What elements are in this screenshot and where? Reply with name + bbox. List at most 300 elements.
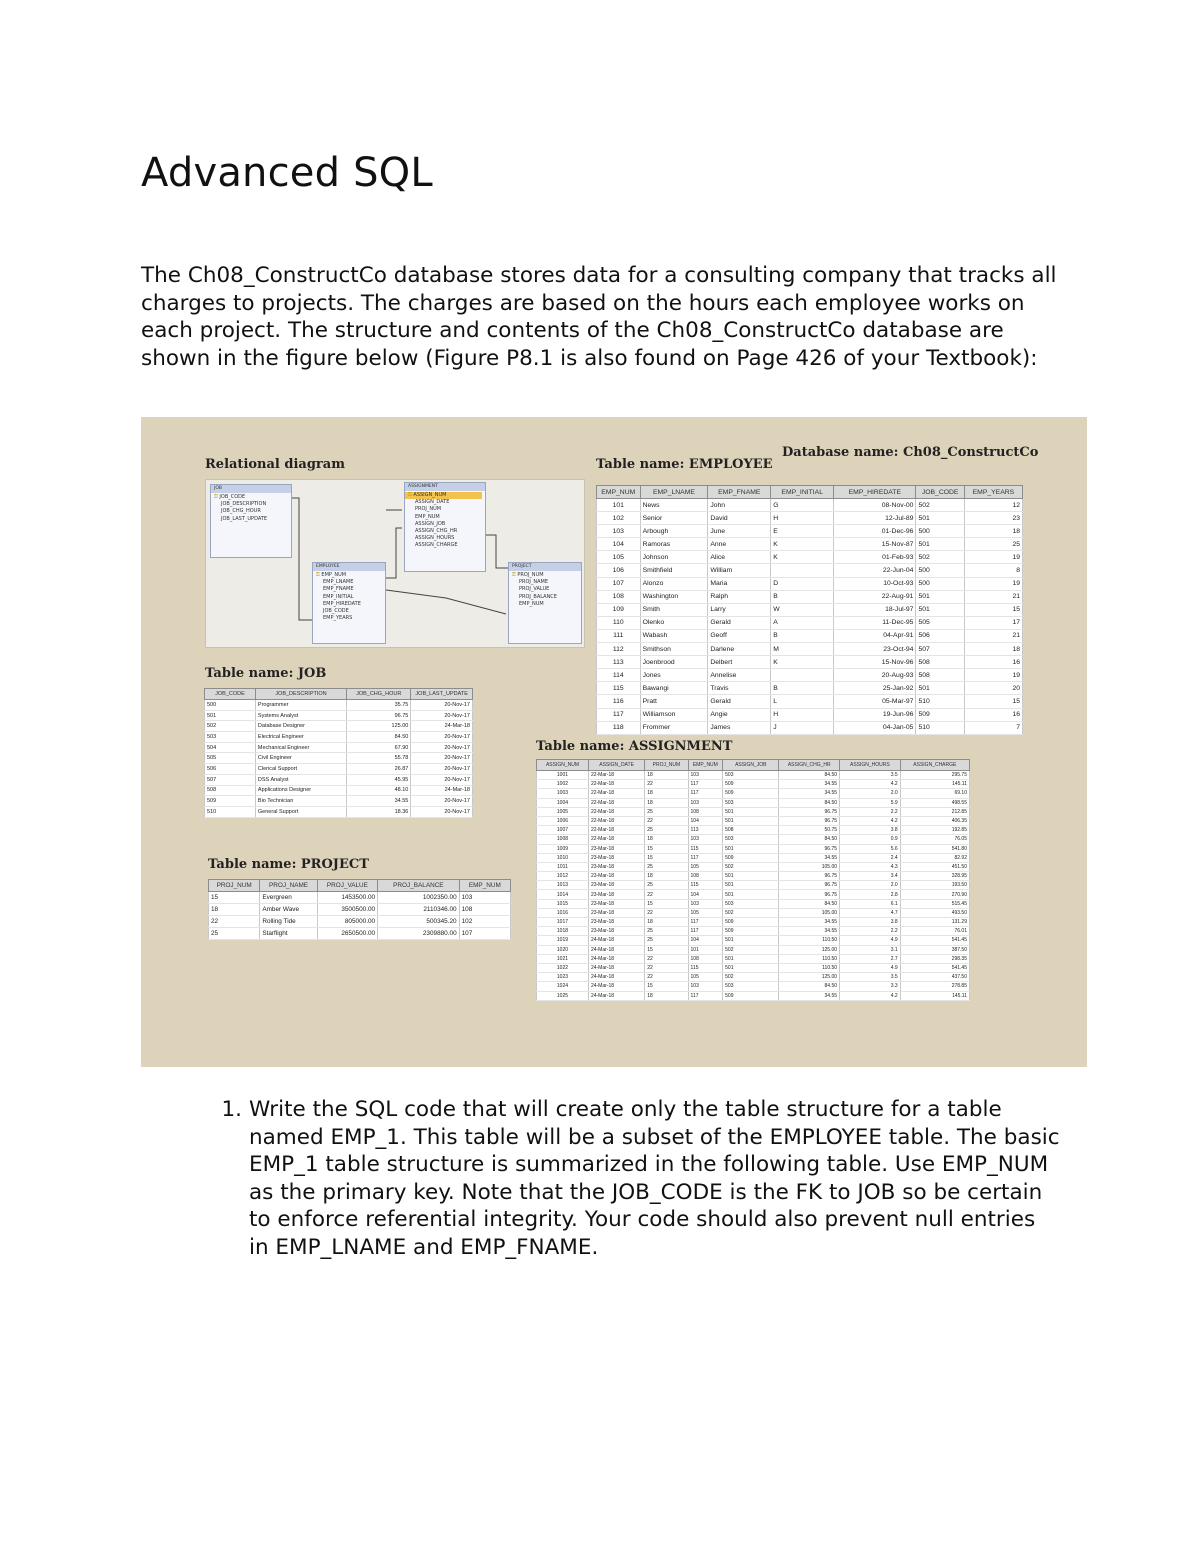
table-cell: 1020 — [537, 945, 589, 954]
table-cell: 21 — [964, 629, 1022, 642]
table-cell: Joenbrood — [640, 656, 708, 669]
table-cell: 18 — [645, 789, 688, 798]
table-cell: Jones — [640, 669, 708, 682]
table-row — [537, 798, 970, 807]
assignment-table — [536, 759, 970, 1001]
table-cell: 69.10 — [900, 789, 969, 798]
table-cell: 298.35 — [900, 954, 969, 963]
table-cell: Frommer — [640, 721, 708, 734]
table-row — [597, 577, 1023, 590]
table-cell: 19-Jun-96 — [834, 708, 916, 721]
table-cell: 104 — [688, 936, 723, 945]
table-cell: 105.00 — [779, 862, 840, 871]
table-cell: 2.2 — [840, 927, 901, 936]
table-cell: 502 — [723, 862, 779, 871]
table-cell: 10-Oct-93 — [834, 577, 916, 590]
table-cell: 24-Mar-18 — [588, 973, 644, 982]
table-cell: 19 — [964, 577, 1022, 590]
table-cell: Applications Designer — [255, 785, 346, 796]
table-cell: 145.11 — [900, 991, 969, 1000]
entity-employee-field: EMP_YEARS — [323, 615, 353, 622]
table-cell: 509 — [205, 796, 256, 807]
table-cell: 1011 — [537, 862, 589, 871]
table-cell: 509 — [723, 991, 779, 1000]
table-cell: 108 — [459, 904, 510, 916]
table-cell: 451.50 — [900, 862, 969, 871]
table-cell: 500 — [916, 577, 964, 590]
table-cell: 1016 — [537, 908, 589, 917]
entity-job-field: JOB_LAST_UPDATE — [221, 515, 268, 522]
table-cell: 18.36 — [347, 806, 411, 817]
table-row — [537, 844, 970, 853]
table-cell: David — [708, 512, 771, 525]
column-header: ASSIGN_NUM — [537, 760, 589, 771]
table-cell: Smith — [640, 603, 708, 616]
table-cell: 501 — [723, 890, 779, 899]
table-cell: General Support — [255, 806, 346, 817]
table-cell: 1018 — [537, 927, 589, 936]
table-row — [537, 973, 970, 982]
table-cell: 1453500.00 — [317, 892, 377, 904]
column-header: PROJ_VALUE — [317, 880, 377, 892]
table-cell: 18 — [964, 643, 1022, 656]
table-cell: Anne — [708, 538, 771, 551]
table-cell: 502 — [723, 945, 779, 954]
table-row — [597, 708, 1023, 721]
table-cell: 541.45 — [900, 936, 969, 945]
table-cell: 22-Mar-18 — [588, 835, 644, 844]
table-cell: Gerald — [708, 695, 771, 708]
table-cell: 502 — [723, 908, 779, 917]
column-header: EMP_LNAME — [640, 486, 708, 499]
table-cell: 110.50 — [779, 936, 840, 945]
table-cell: 15 — [645, 899, 688, 908]
table-cell: Mechanical Engineer — [255, 742, 346, 753]
entity-employee-name: EMPLOYEE — [313, 563, 385, 571]
table-cell: 2650500.00 — [317, 928, 377, 940]
table-cell: 96.75 — [347, 710, 411, 721]
table-cell: 23-Mar-18 — [588, 862, 644, 871]
column-header: EMP_YEARS — [964, 486, 1022, 499]
table-cell: Ramoras — [640, 538, 708, 551]
table-cell: 08-Nov-00 — [834, 499, 916, 512]
table-cell: 1012 — [537, 872, 589, 881]
table-cell: 23-Mar-18 — [588, 872, 644, 881]
table-cell — [771, 669, 834, 682]
table-cell: 22 — [645, 963, 688, 972]
column-header: PROJ_BALANCE — [378, 880, 460, 892]
column-header: JOB_DESCRIPTION — [255, 689, 346, 700]
table-cell: 25 — [645, 927, 688, 936]
table-cell: 3.8 — [840, 826, 901, 835]
table-cell: 117 — [688, 780, 723, 789]
table-cell: 05-Mar-97 — [834, 695, 916, 708]
table-cell: 103 — [688, 899, 723, 908]
table-cell: 25-Jan-92 — [834, 682, 916, 695]
table-cell: B — [771, 629, 834, 642]
table-cell: 15 — [645, 945, 688, 954]
column-header: ASSIGN_HOURS — [840, 760, 901, 771]
table-cell: 18 — [645, 835, 688, 844]
table-cell: 1019 — [537, 936, 589, 945]
table-cell: 103 — [688, 771, 723, 780]
table-row — [537, 853, 970, 862]
column-header: EMP_INITIAL — [771, 486, 834, 499]
table-cell: Database Designer — [255, 721, 346, 732]
table-cell: 6.1 — [840, 899, 901, 908]
table-cell: 108 — [688, 954, 723, 963]
table-row — [205, 796, 473, 807]
table-row — [205, 806, 473, 817]
table-cell: 1022 — [537, 963, 589, 972]
table-header-row — [537, 760, 970, 771]
intro-paragraph: The Ch08_ConstructCo database stores data for a consulting company that tracks all charges to projects. The charges are based on the hours each employee works on each project. The structure and contents of the Ch08_ConstructCo database are shown in the figure below (Figure P8.1 is also found on Page 426 of your Textbook): — [141, 263, 1057, 371]
table-cell: 5.9 — [840, 798, 901, 807]
table-cell: L — [771, 695, 834, 708]
table-cell: 22-Aug-91 — [834, 590, 916, 603]
table-cell: 7 — [964, 721, 1022, 734]
table-cell: 115 — [597, 682, 641, 695]
table-cell: 508 — [916, 669, 964, 682]
employee-table — [596, 485, 1023, 735]
table-cell: 24-Mar-18 — [411, 785, 473, 796]
table-cell: 34.55 — [779, 927, 840, 936]
table-cell: 01-Dec-96 — [834, 525, 916, 538]
table-cell: 108 — [597, 590, 641, 603]
table-cell: 4.2 — [840, 816, 901, 825]
project-table — [208, 879, 511, 940]
table-row — [597, 695, 1023, 708]
table-cell: 20-Nov-17 — [411, 753, 473, 764]
table-row — [205, 753, 473, 764]
table-cell: Maria — [708, 577, 771, 590]
table-cell: 503 — [723, 771, 779, 780]
table-cell: Evergreen — [260, 892, 317, 904]
table-row — [597, 564, 1023, 577]
table-cell: 24-Mar-18 — [588, 945, 644, 954]
table-cell: 5.6 — [840, 844, 901, 853]
table-cell: 1004 — [537, 798, 589, 807]
table-cell — [771, 564, 834, 577]
table-cell: 25 — [209, 928, 260, 940]
column-header: PROJ_NUM — [209, 880, 260, 892]
table-cell: 23-Mar-18 — [588, 908, 644, 917]
table-cell: 504 — [205, 742, 256, 753]
table-row — [209, 928, 511, 940]
table-cell: 76.01 — [900, 927, 969, 936]
table-row — [537, 936, 970, 945]
table-cell: 24-Mar-18 — [588, 991, 644, 1000]
rel-project-assignment — [486, 535, 508, 568]
table-cell: 20-Nov-17 — [411, 742, 473, 753]
table-cell: 34.55 — [779, 789, 840, 798]
table-cell: Gerald — [708, 616, 771, 629]
table-cell: 509 — [723, 789, 779, 798]
entity-assignment-field: ASSIGN_CHARGE — [415, 542, 458, 549]
table-cell: 25 — [645, 862, 688, 871]
table-cell: 117 — [688, 853, 723, 862]
column-header: EMP_NUM — [459, 880, 510, 892]
table-cell: W — [771, 603, 834, 616]
table-cell: 509 — [916, 708, 964, 721]
table-row — [537, 835, 970, 844]
table-row — [537, 826, 970, 835]
table-cell: 22 — [645, 890, 688, 899]
table-cell: H — [771, 708, 834, 721]
table-cell: 96.75 — [779, 872, 840, 881]
job-table — [204, 688, 473, 818]
rel-employee-project — [386, 590, 506, 614]
table-cell: 20-Nov-17 — [411, 796, 473, 807]
table-row — [537, 945, 970, 954]
table-cell: H — [771, 512, 834, 525]
table-cell: 34.55 — [347, 796, 411, 807]
table-cell: 76.05 — [900, 835, 969, 844]
entity-employee-field: EMP_INITIAL — [323, 593, 354, 600]
table-cell: 112 — [597, 643, 641, 656]
table-cell: 125.00 — [779, 973, 840, 982]
table-cell: 15 — [645, 982, 688, 991]
table-cell: Systems Analyst — [255, 710, 346, 721]
table-cell: 25 — [645, 807, 688, 816]
table-row — [209, 916, 511, 928]
table-cell: 4.3 — [840, 862, 901, 871]
entity-project-name: PROJECT — [509, 563, 581, 571]
table-cell: Ralph — [708, 590, 771, 603]
table-cell: 15 — [209, 892, 260, 904]
table-cell: 501 — [723, 881, 779, 890]
table-cell: 508 — [205, 785, 256, 796]
table-cell: 113 — [597, 656, 641, 669]
table-cell: B — [771, 590, 834, 603]
table-cell: 4.9 — [840, 936, 901, 945]
table-cell: 505 — [916, 616, 964, 629]
table-row — [597, 629, 1023, 642]
table-cell: 501 — [916, 603, 964, 616]
table-cell: 503 — [723, 798, 779, 807]
table-cell: 102 — [459, 916, 510, 928]
table-row — [537, 954, 970, 963]
table-cell: 105 — [597, 551, 641, 564]
assignment-table-label: Table name: ASSIGNMENT — [536, 739, 733, 754]
column-header: PROJ_NAME — [260, 880, 317, 892]
table-cell: 18 — [645, 991, 688, 1000]
table-cell: 24-Mar-18 — [588, 963, 644, 972]
table-cell: 111 — [597, 629, 641, 642]
question-1 — [210, 1096, 1060, 1261]
table-cell: News — [640, 499, 708, 512]
table-cell: 96.75 — [779, 844, 840, 853]
table-row — [537, 881, 970, 890]
table-cell: 45.95 — [347, 774, 411, 785]
table-cell: 19 — [964, 669, 1022, 682]
entity-job-name: JOB — [211, 485, 291, 493]
table-row — [537, 872, 970, 881]
table-cell: 503 — [723, 982, 779, 991]
table-cell: 20-Nov-17 — [411, 774, 473, 785]
table-cell: 501 — [916, 590, 964, 603]
table-cell: 26.87 — [347, 764, 411, 775]
table-cell: 20-Nov-17 — [411, 700, 473, 711]
table-cell: 117 — [688, 991, 723, 1000]
table-cell: 502 — [205, 721, 256, 732]
table-cell: K — [771, 656, 834, 669]
table-cell: 15 — [964, 695, 1022, 708]
table-cell: 501 — [916, 512, 964, 525]
table-cell: 515.45 — [900, 899, 969, 908]
column-header: PROJ_NUM — [645, 760, 688, 771]
table-cell: James — [708, 721, 771, 734]
table-cell: 1001 — [537, 771, 589, 780]
table-cell: 501 — [916, 538, 964, 551]
table-cell: 22-Jun-04 — [834, 564, 916, 577]
table-row — [205, 710, 473, 721]
entity-assignment-field: PROJ_NUM — [415, 506, 442, 513]
table-cell: 118 — [597, 721, 641, 734]
table-cell: Williamson — [640, 708, 708, 721]
table-cell: E — [771, 525, 834, 538]
table-cell: 22-Mar-18 — [588, 789, 644, 798]
table-cell: 22 — [645, 816, 688, 825]
table-cell: 3.8 — [840, 918, 901, 927]
table-cell: 1010 — [537, 853, 589, 862]
entity-project-field: PROJ_VALUE — [519, 586, 550, 593]
table-cell: 1013 — [537, 881, 589, 890]
table-cell: 50.75 — [779, 826, 840, 835]
table-cell: 2110346.00 — [378, 904, 460, 916]
table-cell: 35.75 — [347, 700, 411, 711]
table-cell: 2.4 — [840, 853, 901, 862]
table-cell: D — [771, 577, 834, 590]
entity-assignment-field: EMP_NUM — [415, 513, 440, 520]
table-cell: Starflight — [260, 928, 317, 940]
table-cell: 115 — [688, 844, 723, 853]
table-row — [597, 525, 1023, 538]
entity-project-field: EMP_NUM — [519, 600, 544, 607]
column-header: EMP_NUM — [597, 486, 641, 499]
table-cell: J — [771, 721, 834, 734]
table-row — [597, 656, 1023, 669]
table-row — [537, 862, 970, 871]
table-cell: 22 — [645, 973, 688, 982]
table-cell: 145.11 — [900, 780, 969, 789]
table-cell: 1003 — [537, 789, 589, 798]
entity-project-field: ⚿ PROJ_NUM — [512, 572, 578, 579]
column-header: ASSIGN_DATE — [588, 760, 644, 771]
entity-assignment-field: ASSIGN_DATE — [415, 499, 450, 506]
table-cell: 23-Mar-18 — [588, 918, 644, 927]
table-cell: Smithson — [640, 643, 708, 656]
table-row — [537, 816, 970, 825]
table-cell: 509 — [723, 918, 779, 927]
table-row — [597, 551, 1023, 564]
table-cell: 23-Mar-18 — [588, 844, 644, 853]
table-cell: 1006 — [537, 816, 589, 825]
table-row — [537, 982, 970, 991]
table-cell: 110.50 — [779, 954, 840, 963]
table-cell: 4.2 — [840, 991, 901, 1000]
table-cell: 507 — [916, 643, 964, 656]
table-cell: 503 — [723, 899, 779, 908]
table-cell: 328.95 — [900, 872, 969, 881]
entity-assignment-name: ASSIGNMENT — [405, 483, 485, 491]
table-cell: 25 — [964, 538, 1022, 551]
table-cell: 34.55 — [779, 853, 840, 862]
table-cell: Clerical Support — [255, 764, 346, 775]
table-cell: Delbert — [708, 656, 771, 669]
table-cell: 500345.20 — [378, 916, 460, 928]
table-cell: Alice — [708, 551, 771, 564]
table-cell: 01-Feb-93 — [834, 551, 916, 564]
table-cell: 278.85 — [900, 982, 969, 991]
question-text: Write the SQL code that will create only the table structure for a table named EMP_1. This table will be a subset of the EMPLOYEE table. The basic EMP_1 table structure is summarized in the following table. Use EMP_NUM as the primary key. Note that the JOB_CODE is the FK to JOB so be certain to enforce referential integrity. Your code should also prevent null entries in EMP_LNAME and EMP_FNAME. — [249, 1097, 1060, 1260]
table-cell: 1024 — [537, 982, 589, 991]
table-cell: 502 — [723, 973, 779, 982]
table-cell: 96.75 — [779, 816, 840, 825]
table-cell: 104 — [688, 890, 723, 899]
relational-diagram — [205, 479, 585, 648]
table-cell: 21 — [964, 590, 1022, 603]
table-cell: DSS Analyst — [255, 774, 346, 785]
table-cell: 84.50 — [779, 835, 840, 844]
table-row — [597, 682, 1023, 695]
table-cell: 500 — [205, 700, 256, 711]
table-cell: 16 — [964, 656, 1022, 669]
table-row — [597, 499, 1023, 512]
table-cell: 502 — [916, 551, 964, 564]
table-row — [537, 927, 970, 936]
table-cell: 18 — [209, 904, 260, 916]
table-row — [205, 774, 473, 785]
table-cell: 3.4 — [840, 872, 901, 881]
table-cell: 84.50 — [779, 798, 840, 807]
table-cell: 20-Aug-93 — [834, 669, 916, 682]
table-cell: 117 — [688, 789, 723, 798]
table-cell: 1007 — [537, 826, 589, 835]
table-cell: 17 — [964, 616, 1022, 629]
column-header: EMP_HIREDATE — [834, 486, 916, 499]
entity-employee-field: JOB_CODE — [323, 608, 349, 615]
table-cell: Wabash — [640, 629, 708, 642]
table-cell: 105 — [688, 862, 723, 871]
table-cell: 125.00 — [347, 721, 411, 732]
table-row — [597, 603, 1023, 616]
table-cell: 22-Mar-18 — [588, 816, 644, 825]
table-cell: 501 — [723, 816, 779, 825]
table-cell: 96.75 — [779, 890, 840, 899]
table-cell: 270.90 — [900, 890, 969, 899]
table-cell: 503 — [723, 835, 779, 844]
table-cell: 505 — [205, 753, 256, 764]
table-cell: 503 — [205, 732, 256, 743]
table-cell: 102 — [597, 512, 641, 525]
entity-employee-field: EMP_FNAME — [323, 586, 354, 593]
table-row — [537, 918, 970, 927]
table-cell: 15 — [645, 844, 688, 853]
table-cell: 117 — [597, 708, 641, 721]
table-cell: 18-Jul-97 — [834, 603, 916, 616]
table-cell: 22-Mar-18 — [588, 807, 644, 816]
table-cell: 113 — [688, 826, 723, 835]
table-cell: 1017 — [537, 918, 589, 927]
table-cell: 437.50 — [900, 973, 969, 982]
table-cell: 23-Mar-18 — [588, 890, 644, 899]
table-cell: Johnson — [640, 551, 708, 564]
table-cell: 04-Jan-05 — [834, 721, 916, 734]
table-cell: 18 — [645, 771, 688, 780]
table-row — [205, 764, 473, 775]
entity-job-field: ⚿ JOB_CODE — [214, 494, 288, 501]
